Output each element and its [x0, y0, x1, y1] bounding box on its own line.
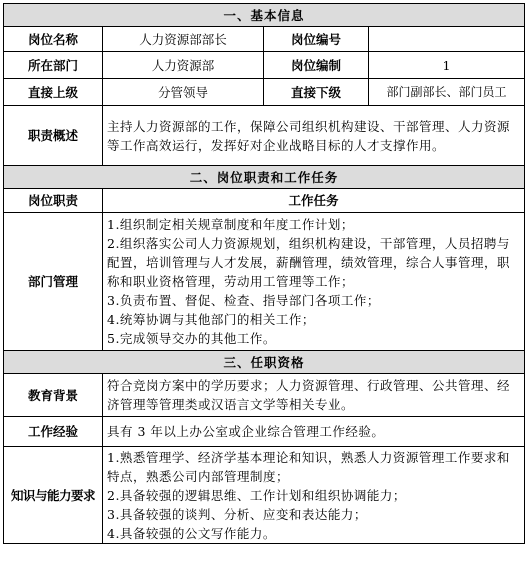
- skills-row: [4, 447, 525, 544]
- headcount-label: 岗位编制: [264, 52, 369, 79]
- row-reporting: [4, 79, 525, 106]
- section-header-qualifications: [4, 351, 525, 374]
- position-id-label: 岗位编号: [264, 27, 369, 52]
- duties-row: [4, 213, 525, 351]
- skills-label: 知识与能力要求: [4, 447, 103, 544]
- superior-label: 直接上级: [4, 79, 103, 106]
- section-header-basic: [4, 4, 525, 27]
- duties-row-label: 部门管理: [4, 213, 103, 351]
- experience-row: [4, 417, 525, 447]
- department-label: 所在部门: [4, 52, 103, 79]
- skill-item: 4.具备较强的公文写作能力。: [107, 525, 276, 541]
- job-description-table: [3, 3, 525, 544]
- department-value: 人力资源部: [103, 52, 264, 79]
- position-id-value: [369, 27, 525, 52]
- experience-value: 具有 3 年以上办公室或企业综合管理工作经验。: [103, 417, 525, 447]
- education-label: 教育背景: [4, 374, 103, 417]
- task-item: 1.组织制定相关规章制度和年度工作计划；: [107, 217, 354, 232]
- subordinate-value: 部门副部长、部门员工: [369, 79, 525, 106]
- position-name-label: 岗位名称: [4, 27, 103, 52]
- row-department: [4, 52, 525, 79]
- experience-label: 工作经验: [4, 417, 103, 447]
- skill-item: 3.具备较强的谈判、分析、应变和表达能力；: [107, 506, 367, 522]
- row-overview: [4, 106, 525, 166]
- position-name-value: 人力资源部部长: [103, 27, 264, 52]
- skill-item: 1.熟悉管理学、经济学基本理论和知识，熟悉人力资源管理工作要求和特点，熟悉公司内部管理制度；: [107, 449, 510, 484]
- row-position: [4, 27, 525, 52]
- task-item: 5.完成领导交办的其他工作。: [107, 331, 276, 346]
- subordinate-label: 直接下级: [264, 79, 369, 106]
- duties-col1-header: 岗位职责: [4, 189, 103, 213]
- skill-item: 2.具备较强的逻辑思维、工作计划和组织协调能力；: [107, 487, 406, 503]
- education-value: 符合竞岗方案中的学历要求；人力资源管理、行政管理、公共管理、经济管理等管理类或汉语言文学等相关专业。: [103, 374, 525, 417]
- overview-value: 主持人力资源部的工作，保障公司组织机构建设、干部管理、人力资源等工作高效运行，发挥好对企业战略目标的人才支撑作用。: [103, 106, 525, 166]
- duties-col2-header: 工作任务: [103, 189, 525, 213]
- skills-list: [103, 447, 525, 544]
- section-title-qualifications: 三、任职资格: [4, 351, 525, 374]
- section-title-duties: 二、岗位职责和工作任务: [4, 166, 525, 189]
- task-item: 2.组织落实公司人力资源规划，组织机构建设，干部管理，人员招聘与配置，培训管理与人才发展，薪酬管理，绩效管理，综合人事管理，职称和职业资格管理，劳动用工管理等工作；: [107, 236, 511, 289]
- headcount-value: 1: [369, 52, 525, 79]
- duties-task-list: [103, 213, 525, 351]
- task-item: 4.统筹协调与其他部门的相关工作；: [107, 312, 315, 327]
- superior-value: 分管领导: [103, 79, 264, 106]
- education-row: [4, 374, 525, 417]
- section-title-basic: 一、基本信息: [4, 4, 525, 27]
- task-item: 3.负责布置、督促、检查、指导部门各项工作；: [107, 293, 380, 308]
- duties-column-header-row: [4, 189, 525, 213]
- overview-label: 职责概述: [4, 106, 103, 166]
- section-header-duties: [4, 166, 525, 189]
